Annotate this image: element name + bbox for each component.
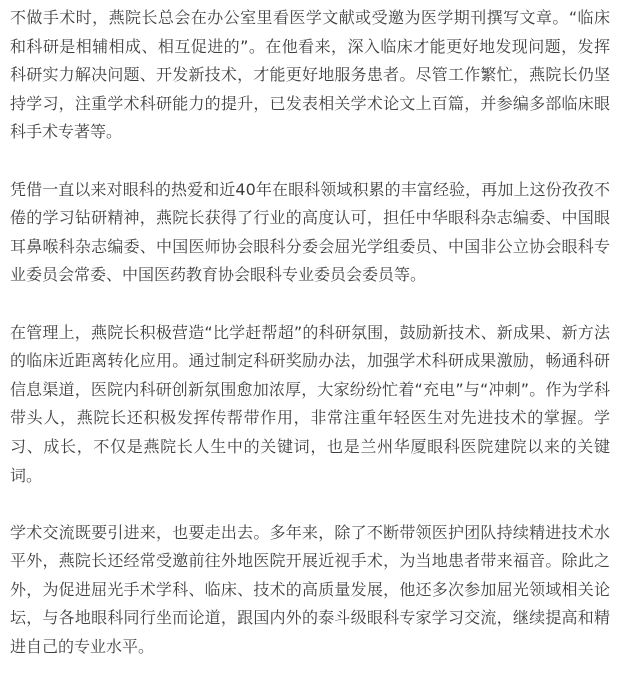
article-paragraph: 在管理上，燕院长积极营造“比学赶帮超”的科研氛围，鼓励新技术、新成果、新方法的临床近距离转化应用。通过制定科研奖励办法，加强学术科研成果激励，畅通科研信息渠道，医院内科研创新氛围愈加浓厚，大家纷纷忙着“充电”与“冲刺”。作为学科带头人，燕院长还积极发挥传帮带作用，非常注重年轻医生对先进技术的掌握。学习、成长，不仅是燕院长人生中的关键词，也是兰州华厦眼科医院建院以来的关键词。 [10,322,610,485]
article-paragraph: 学术交流既要引进来，也要走出去。多年来，除了不断带领医护团队持续精进技术水平外，燕院长还经常受邀前往外地医院开展近视手术，为当地患者带来福音。除此之外，为促进屈光手术学科、临床、技术的高质量发展，他还多次参加屈光领域相关论坛，与各地眼科同行坐而论道，跟国内外的泰斗级眼科专家学习交流，继续提高和精进自己的专业水平。 [10,522,610,657]
article-paragraph: 不做手术时，燕院长总会在办公室里看医学文献或受邀为医学期刊撰写文章。“临床和科研是相辅相成、相互促进的”。在他看来，深入临床才能更好地发现问题，发挥科研实力解决问题、开发新技术，才能更好地服务患者。尽管工作繁忙，燕院长仍坚持学习，注重学术科研能力的提升，已发表相关学术论文上百篇，并参编多部临床眼科手术专著等。 [10,8,610,142]
article-paragraph: 凭借一直以来对眼科的热爱和近40年在眼科领域积累的丰富经验，再加上这份孜孜不倦的学习钻研精神，燕院长获得了行业的高度认可，担任中华眼科杂志编委、中国眼耳鼻喉科杂志编委、中国医师协会眼科分委会屈光学组委员、中国非公立协会眼科专业委员会常委、中国医药教育协会眼科专业委员会委员等。 [10,179,610,285]
